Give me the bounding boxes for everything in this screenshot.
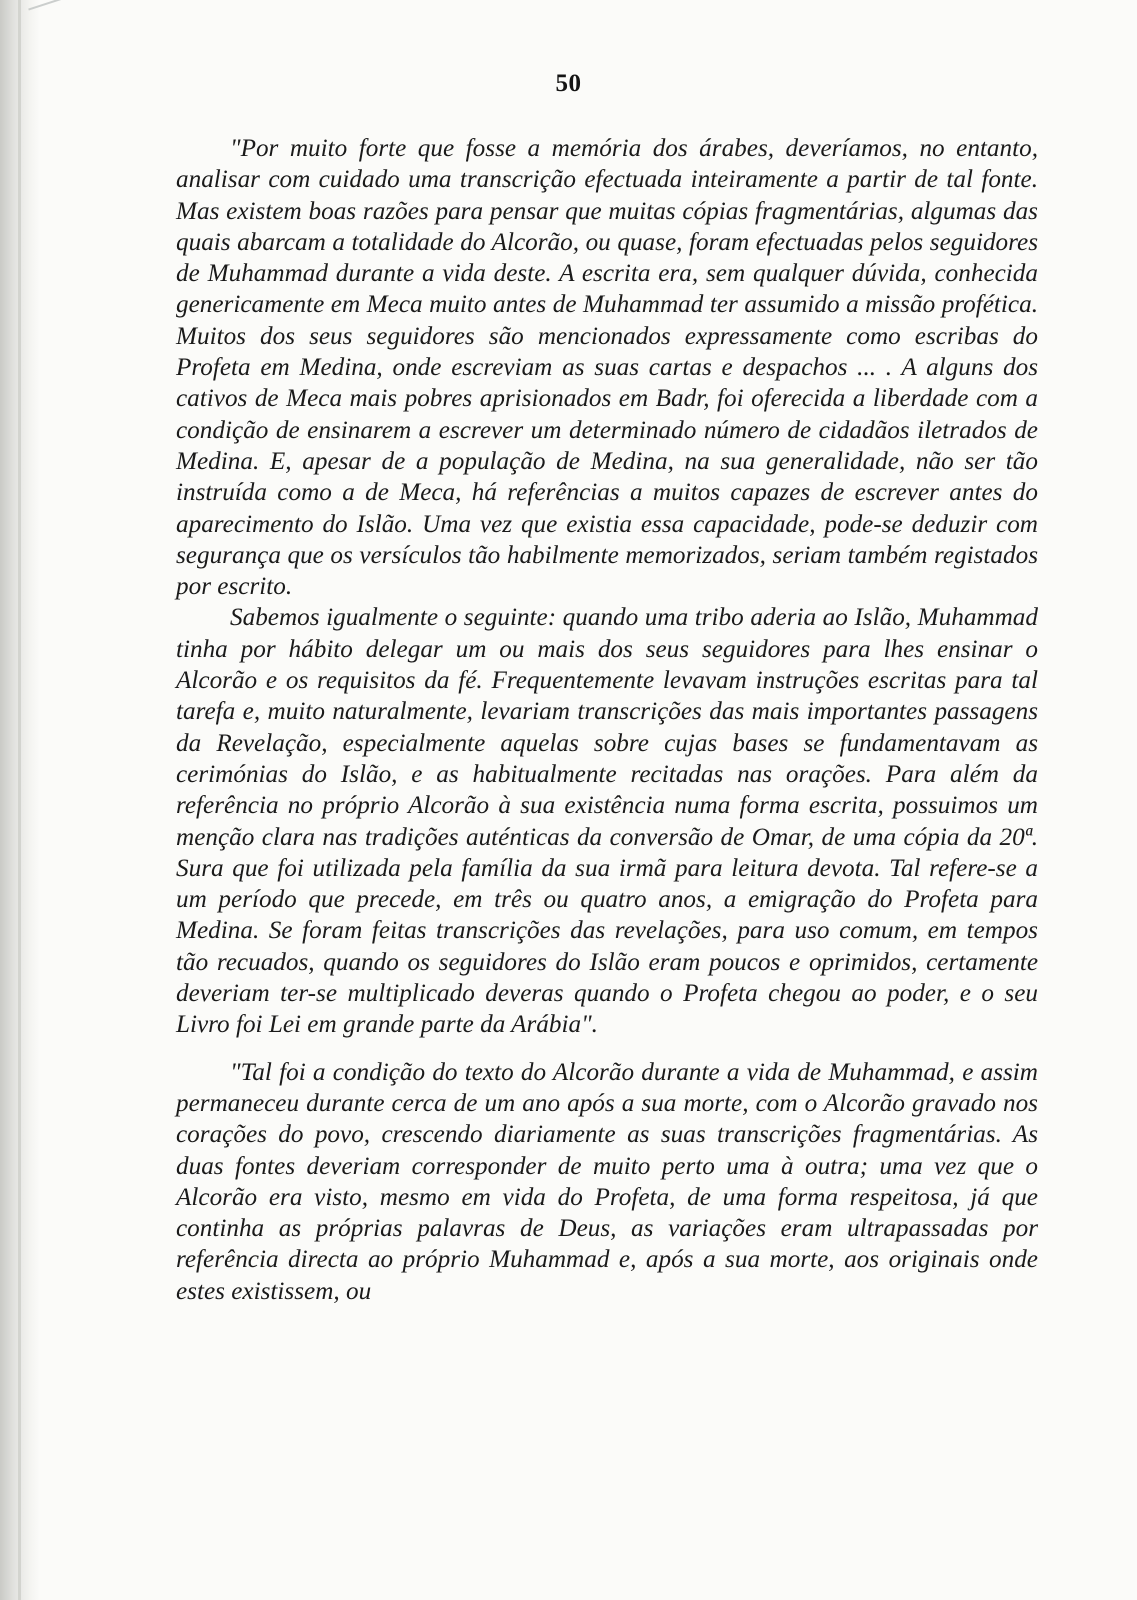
paragraph-1: "Por muito forte que fosse a memória dos árabes, deveríamos, no entanto, analisar com cuidado uma transcrição efectuada inteiramente a partir de tal fonte. Mas existem boas razões para pensar que muitas cópias fragmentárias, algumas das quais abarcam a totalidade do Alcorão, ou quase, foram efectuadas pelos seguidores de Muhammad durante a vida deste. A escrita era, sem qualquer dúvida, conhecida genericamente em Meca muito antes de Muhammad ter assumido a missão profética. Muitos dos seus seguidores são mencionados expressamente como escribas do Profeta em Medina, onde escreviam as suas cartas e despachos ... . A alguns dos cativos de Meca mais pobres aprisionados em Badr, foi oferecida a liberdade com a condição de ensinarem a escrever um determinado número de cidadãos iletrados de Medina. E, apesar de a população de Medina, na sua generalidade, não ser tão instruída como a de Meca, há referências a muitos capazes de escrever antes do aparecimento do Islão. Uma vez que existia essa capacidade, pode-se deduzir com segurança que os versículos tão habilmente memorizados, seriam também registados por escrito.	[176, 135, 1038, 601]
body-text	[176, 133, 1038, 1307]
paragraph-2: Sabemos igualmente o seguinte: quando uma tribo aderia ao Islão, Muhammad tinha por hábito delegar um ou mais dos seus seguidores para lhes ensinar o Alcorão e os requisitos da fé. Frequentemente levavam instruções escritas para tal tarefa e, muito naturalmente, levariam transcrições das mais importantes passagens da Revelação, especialmente aquelas sobre cujas bases se fundamentavam as cerimónias do Islão, e as habitualmente recitadas nas orações. Para além da referência no próprio Alcorão à sua existência numa forma escrita, possuimos um menção clara nas tradições auténticas da conversão de Omar, de uma cópia da 20ª. Sura que foi utilizada pela família da sua irmã para leitura devota. Tal refere-se a um período que precede, em três ou quatro anos, a emigração do Profeta para Medina. Se foram feitas transcrições das revelações, para uso comum, em tempos tão recuados, quando os seguidores do Islão eram poucos e oprimidos, certamente deveriam ter-se multiplicado deveras quando o Profeta chegou ao poder, e o seu Livro foi Lei em grande parte da Arábia".	[176, 604, 1038, 1039]
paragraph-3: "Tal foi a condição do texto do Alcorão durante a vida de Muhammad, e assim permaneceu durante cerca de um ano após a sua morte, com o Alcorão gravado nos corações do povo, crescendo diariamente as suas transcrições fragmentárias. As duas fontes deveriam corresponder de muito perto uma à outra; uma vez que o Alcorão era visto, mesmo em vida do Profeta, de uma forma respeitosa, já que continha as próprias palavras de Deus, as variações eram ultrapassadas por referência directa ao próprio Muhammad e, após a sua morte, aos originais onde estes existissem, ou	[176, 1058, 1038, 1305]
binding-edge-line	[18, 0, 21, 1600]
page-number: 50	[555, 70, 582, 97]
